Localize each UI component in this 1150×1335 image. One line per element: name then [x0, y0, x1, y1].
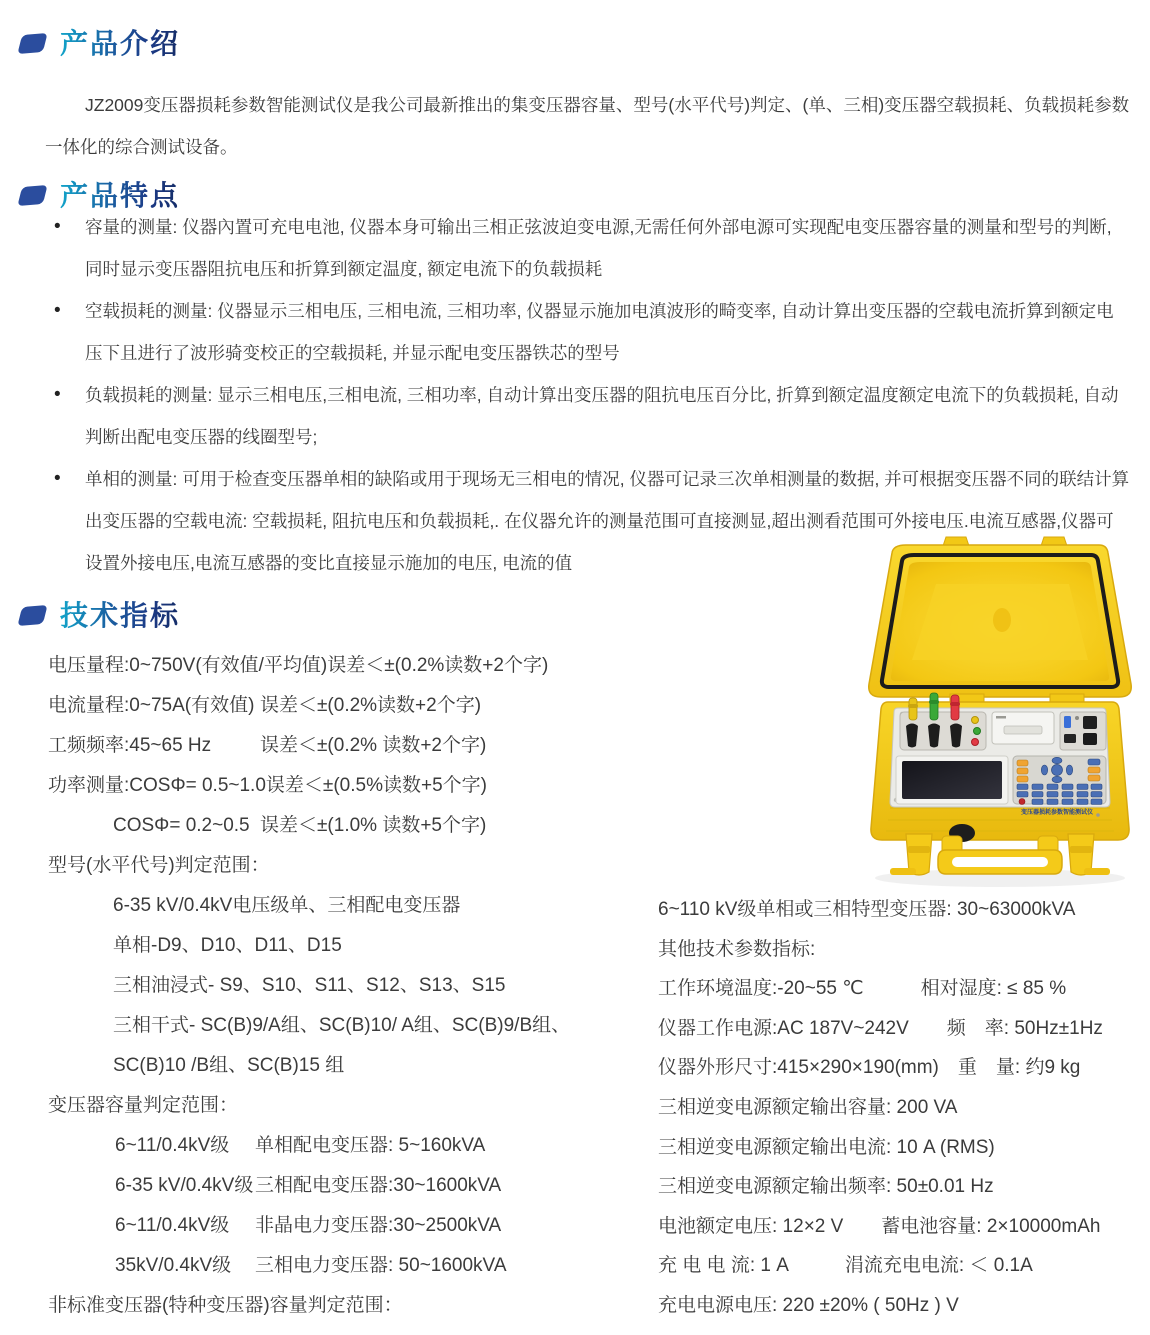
spec-row: [48, 766, 656, 806]
case-lid: [869, 537, 1132, 697]
power-inlet: [1083, 716, 1097, 729]
spec-error: 误差＜±(1.0% 读数+5个字): [260, 815, 487, 836]
spec-row: [48, 726, 656, 766]
feature-item: • 单相的测量: 可用于检查变压器单相的缺陷或用于现场无三相电的情况, 仪器可记录三次单相测量的数据, 并可根据变压器不同的联结计算出变压器的空载电流: 空载损耗, 阻抗电压和负载损耗,. 在仪器允许的测量范围可直接测显,超出测看范围可外接电压.电流互感器,仪器可设置外接电压,电流互感器的变比直接显示施加的电压, 电流的值: [85, 458, 1131, 584]
capacity-row: [48, 1246, 656, 1286]
capacity-row: [48, 1206, 656, 1246]
product-photo: [850, 528, 1150, 908]
capacity-desc: 非晶电力变压器:30~2500kVA: [255, 1215, 502, 1236]
capacity-row: [48, 1126, 656, 1166]
intro-paragraph: JZ2009变压器损耗参数智能测试仪是我公司最新推出的集变压器容量、型号(水平代号)判定、(单、三相)变压器空载损耗、负载损耗参数一体化的综合测试设备。: [45, 94, 1130, 157]
section-title-features: 产品特点: [60, 174, 180, 214]
section-marker-icon: [17, 33, 47, 54]
power-key: [1019, 799, 1025, 805]
spec-label: 功率测量:COSΦ= 0.5~1.0: [48, 775, 266, 796]
red-test-plug: [950, 695, 960, 720]
capacity-grade: 35kV/0.4kV级: [115, 1255, 232, 1276]
type-range-line: SC(B)10 /B组、SC(B)15 组: [113, 1055, 345, 1076]
section-header-specs: [20, 594, 180, 634]
section-marker-icon: [17, 605, 47, 626]
section-marker-icon: [17, 185, 47, 206]
spec-line: 充 电 电 流: 1 A 涓流充电电流: ＜ 0.1A: [658, 1255, 1033, 1277]
spec-label: 工频频率:45~65 Hz: [48, 735, 212, 756]
lcd-display: [896, 756, 1008, 804]
printer: [992, 712, 1054, 744]
spec-line: 工作环境温度:-20~55 ℃ 相对湿度: ≤ 85 %: [658, 978, 1067, 1000]
feature-item: • 空载损耗的测量: 仪器显示三相电压, 三相电流, 三相功率, 仪器显示施加电滇波形的畸变率, 自动计算出变压器的空载电流折算到额定电压下且进行了波形骑变校正的空载损耗, 并显示配电变压器铁芯的型号: [85, 290, 1131, 374]
spec-line: 仪器工作电源:AC 187V~242V 频 率: 50Hz±1Hz: [658, 1017, 1103, 1039]
spec-error: 误差＜±(0.2%读数+2个字): [260, 695, 482, 716]
green-jack: [974, 728, 981, 735]
capacity-grade: 6~11/0.4kV级: [115, 1215, 230, 1236]
yellow-test-plug: [908, 698, 918, 720]
feature-item: • 容量的测量: 仪器內置可充电电池, 仪器本身可输出三相正弦波迫变电源,无需任何外部电源可实现配电变压器容量的测量和型号的判断, 同时显示变压器阻抗电压和折算到额定温度, 额定电流下的负载损耗: [85, 206, 1131, 290]
type-range-heading: 型号(水平代号)判定范围：: [48, 855, 270, 876]
yellow-jack: [972, 717, 979, 724]
spec-line: 电池额定电压: 12×2 V 蓄电池容量: 2×10000mAh: [658, 1215, 1101, 1237]
type-range-line: 三相干式- SC(B)9/A组、SC(B)10/ A组、SC(B)9/B组、: [113, 1015, 571, 1036]
spec-line: 仪器外形尺寸:415×290×190(mm) 重 量: 约9 kg: [658, 1057, 1081, 1079]
green-test-plug: [929, 693, 939, 720]
spec-error: 误差＜±(0.2% 读数+2个字): [260, 735, 487, 756]
case-foot-right: [1084, 868, 1110, 875]
device-label: 变压器损耗参数智能测试仪: [1020, 810, 1094, 816]
case-handle: [938, 836, 1062, 874]
capacity-desc: 三相电力变压器: 50~1600kVA: [255, 1255, 507, 1276]
black-current-plugs: [906, 724, 962, 748]
keypad: [1013, 756, 1106, 805]
spec-line: 充电电源电压: 220 ±20% ( 50Hz ) V: [658, 1294, 959, 1316]
spec-line: 三相逆变电源额定输出容量: 200 VA: [658, 1096, 958, 1118]
power-area: [1060, 712, 1106, 750]
capacity-desc: 三相配电变压器:30~1600kVA: [255, 1175, 502, 1196]
power-switch: [1083, 733, 1097, 745]
comm-connector: [1064, 716, 1071, 728]
spec-line: 三相逆变电源额定输出电流: 10 A (RMS): [658, 1136, 995, 1158]
section-title-intro: 产品介绍: [60, 22, 180, 62]
case-foot-left: [890, 868, 916, 875]
spec-line: 6~110 kV级单相或三相特型变压器: 30~63000kVA: [658, 899, 1076, 920]
spec-label: 电流量程:0~75A(有效值): [48, 695, 255, 716]
red-jack: [972, 739, 979, 746]
capacity-range-heading: 变压器容量判定范围：: [48, 1095, 239, 1116]
capacity-desc: 单相配电变压器: 5~160kVA: [255, 1135, 486, 1156]
type-range-line: 三相油浸式- S9、S10、S11、S12、S13、S15: [113, 975, 506, 996]
spec-label: COSΦ= 0.2~0.5: [113, 815, 250, 836]
nonstandard-heading: 非标准变压器(特种变压器)容量判定范围：: [48, 1295, 403, 1316]
spec-row: [48, 686, 656, 726]
spec-column-left: [48, 646, 656, 1326]
spec-error: 误差＜±(0.5%读数+5个字): [265, 775, 487, 796]
spec-label: 电压量程:0~750V(有效值/平均值): [48, 655, 328, 676]
section-title-specs: 技术指标: [60, 594, 180, 634]
spec-row: [48, 646, 656, 686]
printer-paper-slot: [1004, 726, 1042, 734]
capacity-grade: 6-35 kV/0.4kV级: [115, 1175, 254, 1196]
spec-line: 其他技术参数指标:: [658, 938, 816, 960]
feature-item: • 负载损耗的测量: 显示三相电压,三相电流, 三相功率, 自动计算出变压器的阻抗电压百分比, 折算到额定温度额定电流下的负载损耗, 自动判断出配电变压器的线圈型号;: [85, 374, 1131, 458]
spec-row: [48, 806, 656, 846]
lcd-screen: [902, 761, 1002, 799]
spec-column-right: [658, 890, 1146, 1326]
spec-error: 误差＜±(0.2%读数+2个字): [327, 655, 549, 676]
capacity-row: [48, 1166, 656, 1206]
section-header-intro: [20, 22, 180, 62]
type-range-line: 单相-D9、D10、D11、D15: [113, 935, 342, 956]
usb-port: [1064, 734, 1076, 743]
capacity-grade: 6~11/0.4kV级: [115, 1135, 230, 1156]
spec-line: 三相逆变电源额定输出频率: 50±0.01 Hz: [658, 1176, 994, 1198]
type-range-line: 6-35 kV/0.4kV电压级单、三相配电变压器: [113, 895, 461, 916]
